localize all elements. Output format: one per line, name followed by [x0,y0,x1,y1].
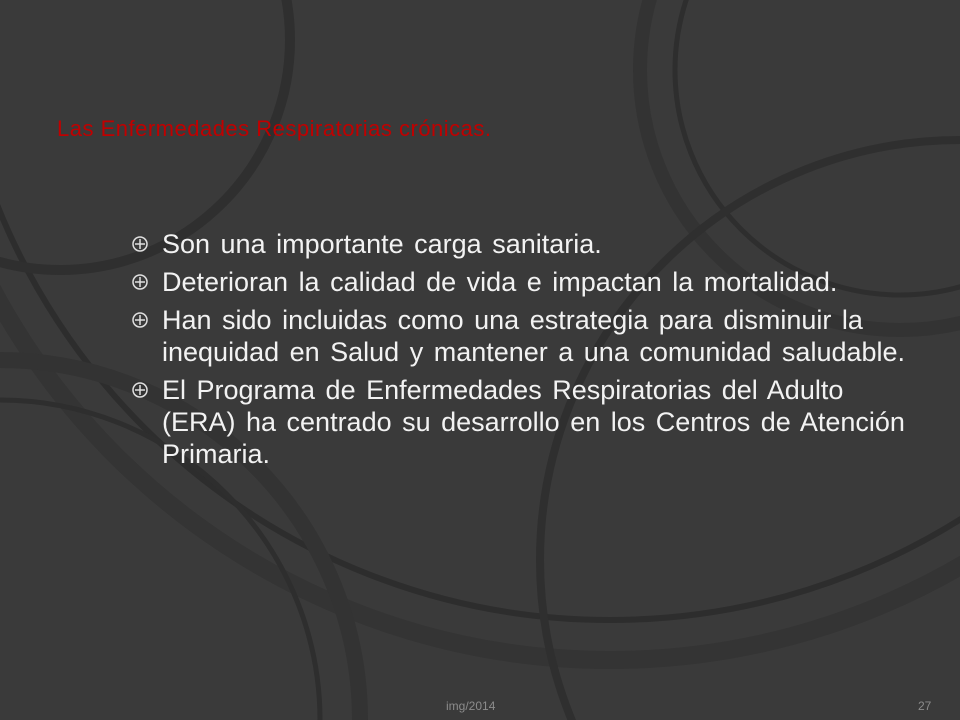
slide-title: Las Enfermedades Respiratorias crónicas. [57,116,492,141]
bullet-text: El Programa de Enfermedades Respiratorias del Adulto (ERA) ha centrado su desarrollo en los Centros de Atención Primaria. [162,375,905,469]
bullet-item [130,374,920,470]
bullet-text: Han sido incluidas como una estrategia para disminuir la inequidad en Salud y mantener a una comunidad saludable. [162,305,906,367]
page-number: 27 [918,699,932,713]
bullet-item [130,304,920,368]
bullet-list [130,228,920,476]
circle-plus-bullet-icon [132,382,148,398]
circle-plus-bullet-icon [132,236,148,252]
bullet-text: Son una importante carga sanitaria. [162,229,602,259]
bullet-item [130,266,920,298]
circle-plus-bullet-icon [132,274,148,290]
footer-text: img/2014 [446,699,496,713]
bullet-text: Deterioran la calidad de vida e impactan la mortalidad. [162,267,838,297]
bullet-item [130,228,920,260]
circle-plus-bullet-icon [132,312,148,328]
